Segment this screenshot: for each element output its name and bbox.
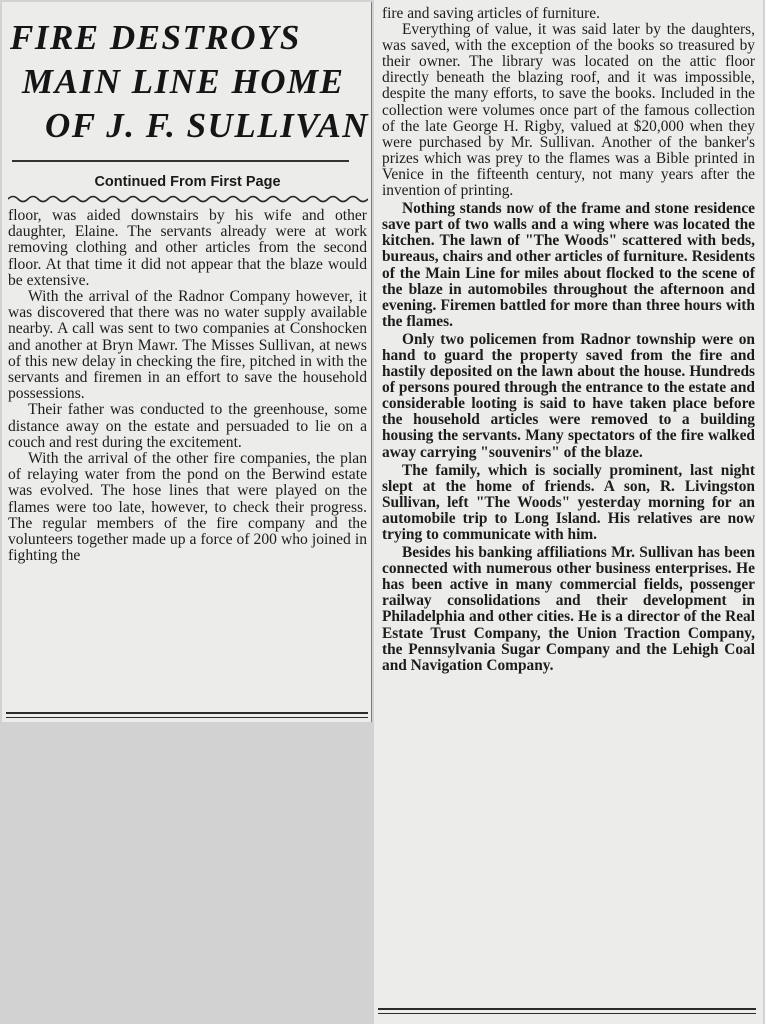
left-column-end-rule	[6, 712, 368, 714]
headline-line-3: OF J. F. SULLIVAN	[45, 106, 370, 145]
right-paragraph-5: The family, which is socially prominent, last night slept at the home of friends. A son, R. Livingston Sullivan, left "The Woods" yesterday morning for an automobile trip to Long Island. His relatives are now trying to communicate with him.	[382, 461, 755, 543]
left-paragraph-2: With the arrival of the Radnor Company however, it was discovered that there was no water supply available nearby. A call was sent to two companies at Conshocken and another at Bryn Mawr. The Misses Sullivan, at news of this new delay in checking the fire, pitched in with the servants and firemen in an effort to save the household possessions.	[8, 288, 367, 403]
right-paragraph-3: Nothing stands now of the frame and stone residence save part of two walls and a wing where was located the kitchen. The lawn of "The Woods" scattered with beds, bureaus, chairs and other articles of furniture. Residents of the Main Line for miles about flocked to the scene of the blaze in automobiles throughout the afternoon and evening. Firemen battled for more than three hours with the flames.	[382, 200, 755, 330]
right-column-end-rule	[378, 1008, 756, 1010]
left-paragraph-1: floor, was aided downstairs by his wife and other daughter, Elaine. The servants already were at work removing clothing and other articles from the second floor. At that time it did not appear that the blaze would be extensive.	[8, 207, 367, 289]
headline-line-1: FIRE DESTROYS	[10, 18, 301, 57]
right-column	[374, 0, 763, 1024]
left-paragraph-3: Their father was conducted to the greenhouse, some distance away on the estate and persuaded to lie on a couch and rest during the excitement.	[8, 401, 367, 451]
right-paragraph-4: Only two policemen from Radnor township were on hand to guard the property saved from the fire and hastily deposited on the lawn about the house. Hundreds of persons poured through the entrance to the estate and considerable looting is said to have taken place before the household articles were removed to a building housing the servants. Many spectators of the fire walked away carrying "souvenirs" of the blaze.	[382, 330, 755, 461]
right-column-end-rule-thin	[378, 1013, 756, 1014]
left-column-end-rule-thin	[6, 717, 368, 718]
right-paragraph-6: Besides his banking affiliations Mr. Sullivan has been connected with numerous other business enterprises. He has been active in many commercial fields, possenger railway consolidations and their development in Philadelphia and other cities. He is a director of the Real Estate Trust Company, the Union Traction Company, the Pennsylvania Sugar Company and the Lehigh Coal and Navigation Company.	[382, 544, 755, 674]
left-column	[2, 2, 372, 722]
right-paragraph-2: Everything of value, it was said later by the daughters, was saved, with the exception of the books so treasured by their owner. The library was located on the attic floor directly beneath the blazing roof, and it was impossible, despite the many efforts, to save the books. Included in the collection were volumes once part of the famous collection of the late George H. Rigby, valued at $20,000 when they were purchased by Mr. Sullivan. Another of the banker's prizes which was prey to the flames was a Bible printed in Venice in the fifteenth century, not many years after the invention of printing.	[382, 21, 755, 200]
left-paragraph-4: With the arrival of the other fire companies, the plan of relaying water from the pond on the Berwind estate was evolved. The hose lines that were played on the flames were too late, however, to check their progress. The regular members of the fire company and the volunteers together made up a force of 200 who joined in fighting the	[8, 450, 367, 565]
wavy-divider	[8, 194, 368, 204]
headline-line-2: MAIN LINE HOME	[22, 62, 345, 101]
headline-rule	[12, 160, 349, 162]
right-paragraph-1: fire and saving articles of furniture.	[382, 5, 600, 22]
continued-label: Continued From First Page	[94, 174, 281, 190]
headline	[8, 16, 370, 148]
